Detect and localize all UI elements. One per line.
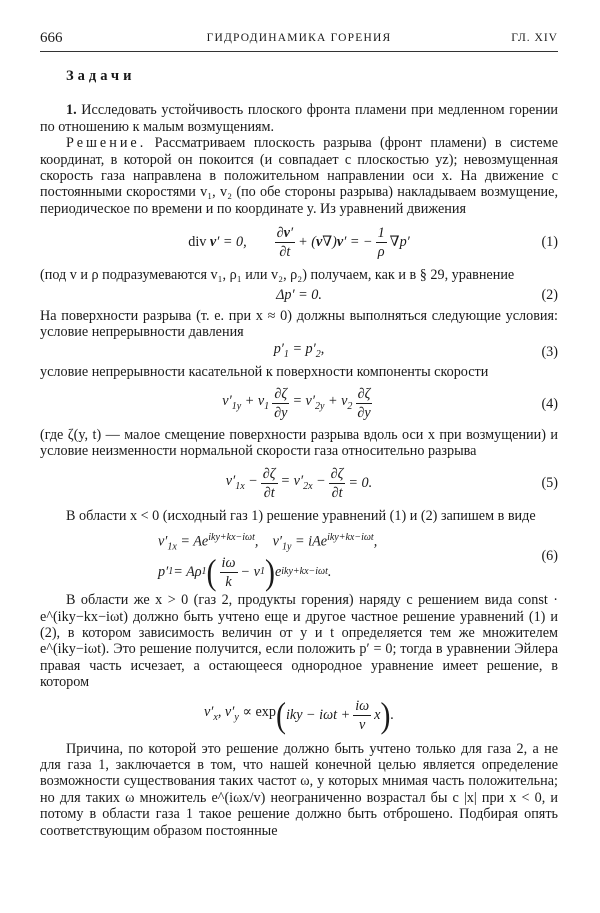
- equation-3: $p'_1 = p'_2$, (3): [273, 341, 558, 361]
- paragraph-6: В области x < 0 (исходный газ 1) решение уравнений (1) и (2) запишем в виде: [66, 507, 536, 524]
- paragraph-2: (под v и ρ подразумеваются v₁, ρ₁ или v₂, ρ₂) получаем, как и в § 29, уравнение: [40, 267, 515, 284]
- paragraph-1-text: Рассматриваем плоскость разрыва (фронт пламени) в системе координат, в которой он покоится (и совпадает с плоскостью yz); невозмущенная скорость газа направлена в положительном направлении оси x. На движение с постоянными скоростями v₁, v₂ (по обе стороны разрыва) накладываем возмущение, периодическое по времени и по координате y. Из уравнений движения: [40, 135, 558, 217]
- paragraph-8: Причина, по которой это решение должно быть учтено только для газа 2, а не для газа 1, заключается в том, что нашей конечной целью является определение возможности существования таких частот ω, у которых мнимая часть положительна; но для таких ω множитель e^(iωx/v) неограниченно возрастал бы с |x| при x < 0, и потому в области газа 1 такое решение должно быть отброшено. Подбирая опять соответствующим образом постоянные: [40, 740, 558, 839]
- equation-6: $v'_{1x} = Ae^{iky+kx-i\omega t}$, $v'_{1y} = iAe^{iky+kx-i\omega t}$, p′ 1 = Aρ 1 ( $\frac{i\omega}{k}$ − v 1 ) e iky+kx−iωt . (6): [158, 532, 558, 592]
- page-number: 666: [40, 30, 63, 46]
- proportionality-relation: $v'_x$, $v'_y \propto \exp$ ( iky − iωt + $\frac{i\omega}{v}$ x ) .: [203, 695, 395, 735]
- paragraph-4: условие непрерывности касательной к поверхности компоненты скорости: [40, 364, 489, 381]
- problem-number: 1.: [66, 102, 77, 119]
- equation-5-number: (5): [541, 475, 558, 492]
- section-title: Задачи: [66, 68, 136, 84]
- problem-text: Исследовать устойчивость плоского фронта пламени при медленном горении по отношению к малым возмущениям.: [40, 102, 559, 135]
- equation-1: div v′ = 0, $\frac{\partial v'}{\partial t}$ + (v∇)v′ = − $\frac{1}{\rho}$ ∇p′ (1): [188, 224, 558, 260]
- running-title: ГИДРОДИНАМИКА ГОРЕНИЯ: [206, 32, 392, 44]
- paragraph-5: (где ζ(y, t) — малое смещение поверхности разрыва вдоль оси x при возмущении) и условие неизменности нормальной скорости газа относительно разрыва: [40, 426, 558, 460]
- page: [40, 0, 558, 913]
- running-header: [40, 30, 558, 50]
- equation-4-number: (4): [541, 395, 558, 412]
- equation-2: Δp′ = 0. (2): [276, 287, 558, 304]
- equation-4: $v'_{1y} + v_1$ $\frac{\partial\zeta}{\partial y}$ = $v'_{2y} + v_2$ $\frac{\partial\zeta}{\partial y}$ (4): [222, 386, 558, 422]
- equation-5: $v'_{1x}$ − $\frac{\partial\zeta}{\partial t}$ = $v'_{2x}$ − $\frac{\partial\zeta}{\partial t}$ = 0. (5): [225, 466, 558, 502]
- page-body: [40, 62, 558, 839]
- paragraph-3: На поверхности разрыва (т. е. при x ≈ 0) должны выполняться следующие условия: условие непрерывности давления: [40, 307, 558, 341]
- equation-2-number: (2): [541, 287, 558, 304]
- equation-1-number: (1): [541, 234, 558, 251]
- header-rule: [40, 51, 558, 52]
- equation-3-number: (3): [541, 344, 558, 361]
- equation-6-number: (6): [541, 548, 558, 565]
- paragraph-7: В области же x > 0 (газ 2, продукты горения) наряду с решением вида const · e^(iky−kx−iωt) должно быть учтено еще и другое частное решение уравнений (1) и (2), в котором зависимость величин от y и t определяется тем же множителем e^(iky−iωt). Это решение получится, если положить p′ = 0; тогда в уравнении Эйлера правая часть исчезает, а остающееся однородное уравнение имеет решение, в котором: [40, 592, 558, 691]
- chapter-label: ГЛ. XIV: [511, 32, 558, 44]
- problem-statement: [40, 102, 558, 135]
- solution-word: Решение.: [66, 135, 147, 152]
- paragraph-1: [40, 135, 558, 217]
